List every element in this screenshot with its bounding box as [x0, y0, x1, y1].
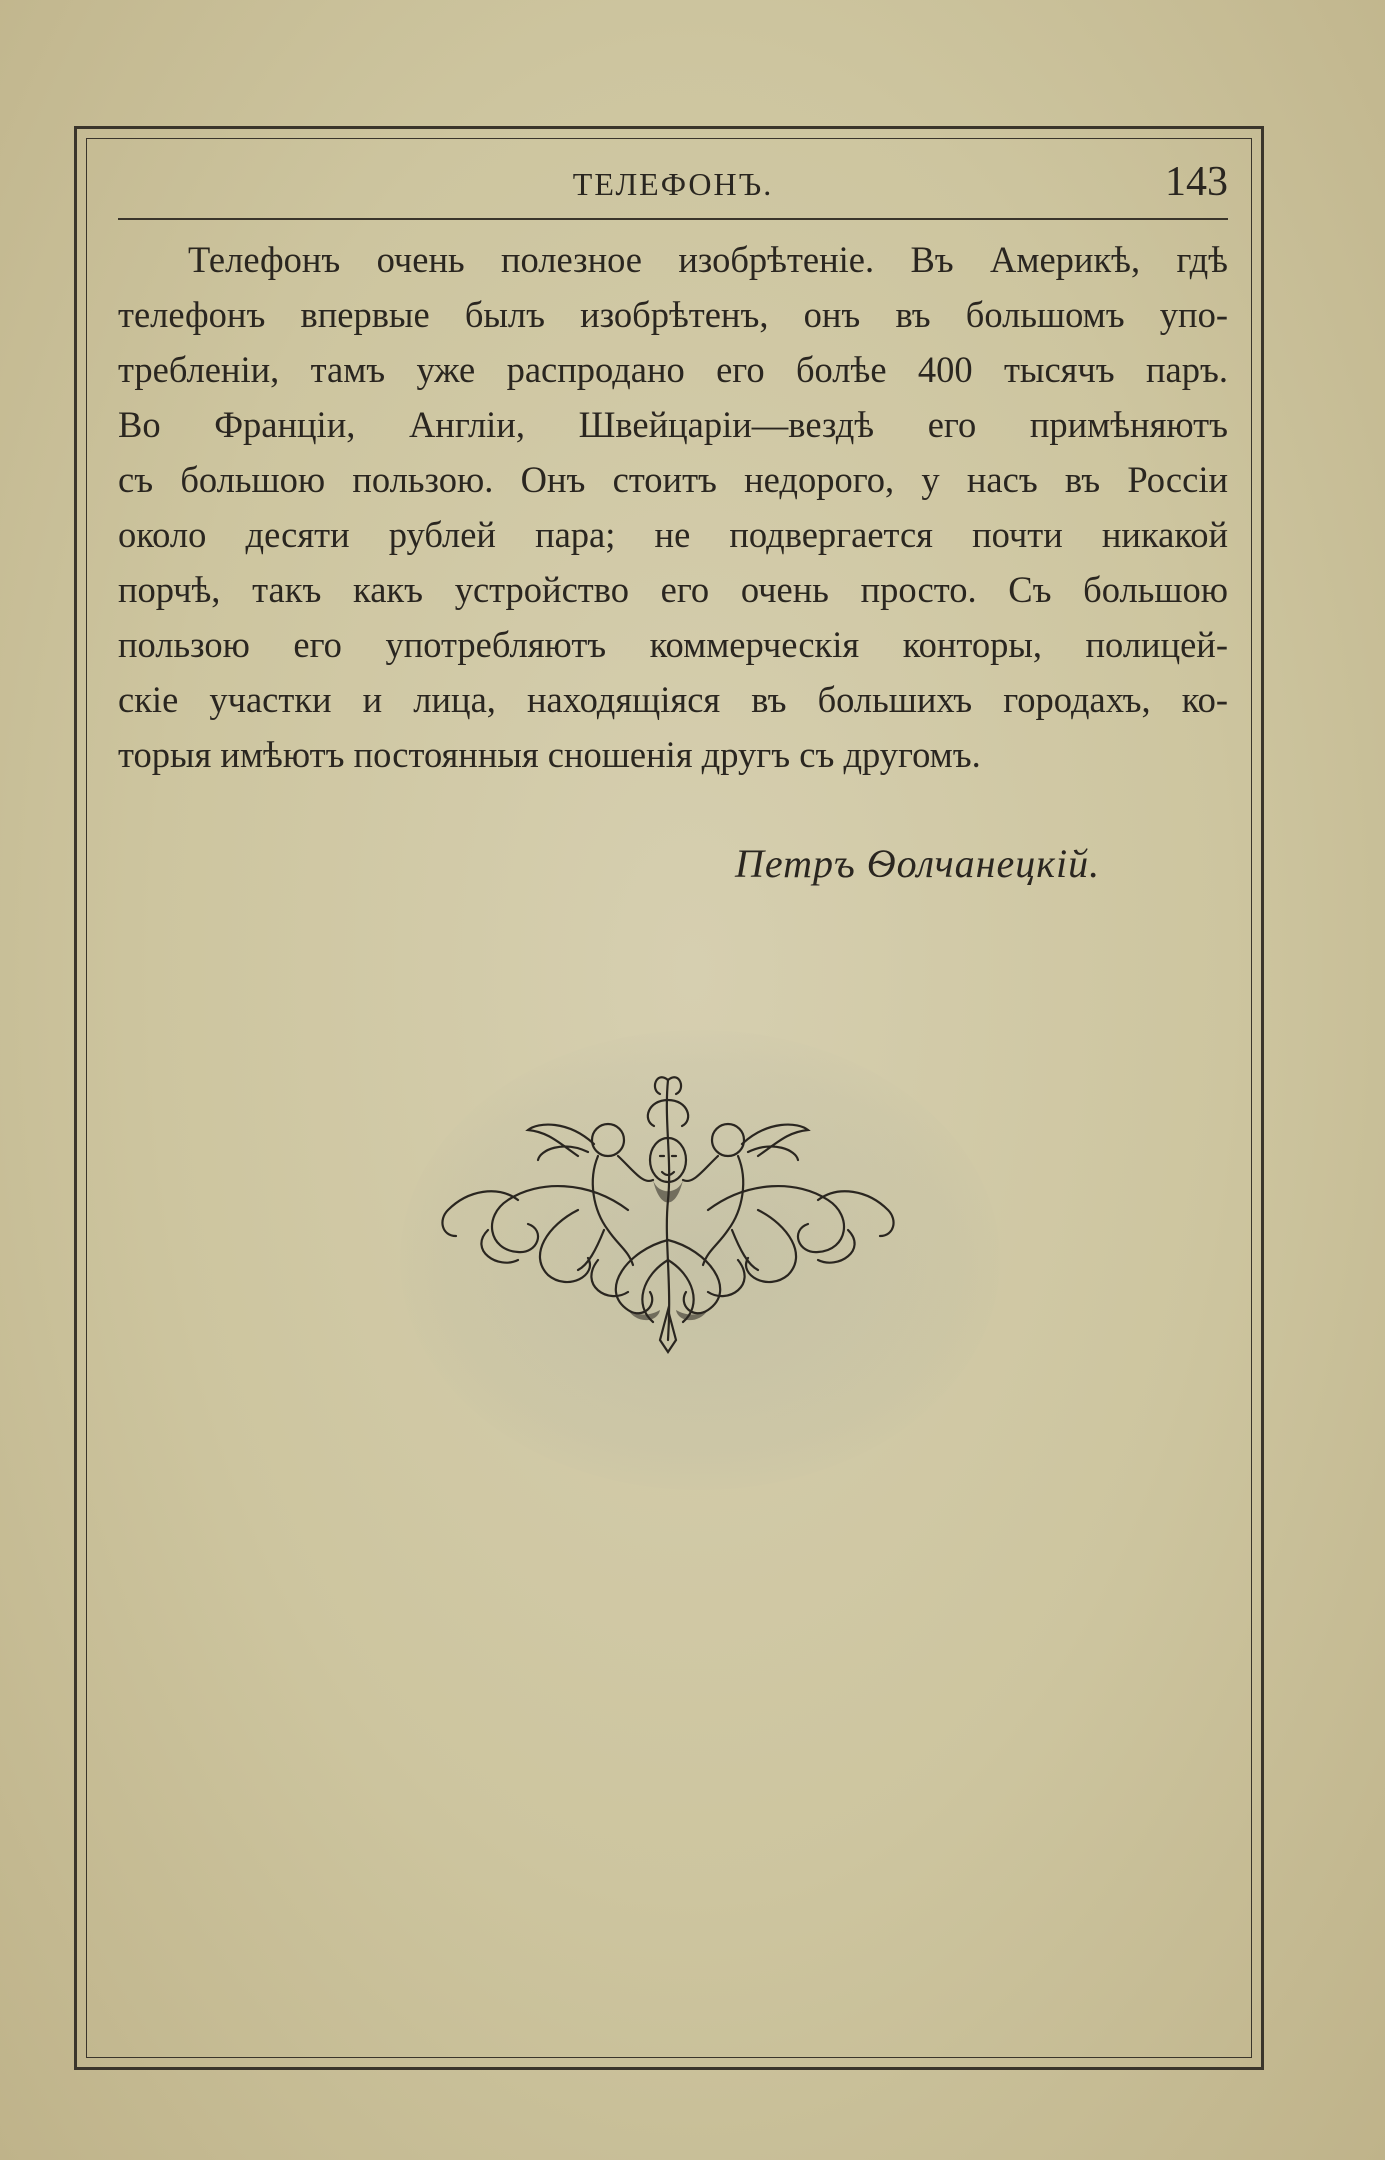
- text-line: торыя имѣютъ постоянныя сношенія другъ съ другомъ.: [118, 734, 981, 775]
- text-line: съ большою пользою. Онъ стоитъ недорого, у насъ въ Россіи: [118, 459, 1228, 500]
- running-head: ТЕЛЕФОНЪ.: [572, 166, 774, 202]
- page-number: 143: [1165, 159, 1228, 205]
- text-line: требленіи, тамъ уже распродано его болѣе 400 тысячъ паръ.: [118, 349, 1228, 390]
- text-line: порчѣ, такъ какъ устройство его очень просто. Съ большою: [118, 569, 1228, 610]
- text-line: около десяти рублей пара; не подвергается почти никакой: [118, 514, 1228, 555]
- cherub-vignette-icon: [428, 1060, 908, 1360]
- text-line: Во Франціи, Англіи, Швейцаріи—вездѣ его примѣняютъ: [118, 404, 1228, 445]
- text-line: Телефонъ очень полезное изобрѣтеніе. Въ Америкѣ, гдѣ: [188, 239, 1228, 280]
- body-paragraph: [118, 232, 1228, 782]
- text-line: пользою его употребляютъ коммерческія конторы, полицей-: [118, 624, 1228, 665]
- page-header: [118, 158, 1228, 218]
- header-rule: [118, 218, 1228, 220]
- text-line: скіе участки и лица, находящіяся въ большихъ городахъ, ко-: [118, 679, 1228, 720]
- author-signature: Петръ Ѳолчанецкій.: [735, 841, 1101, 886]
- text-line: телефонъ впервые былъ изобрѣтенъ, онъ въ большомъ упо-: [118, 294, 1228, 335]
